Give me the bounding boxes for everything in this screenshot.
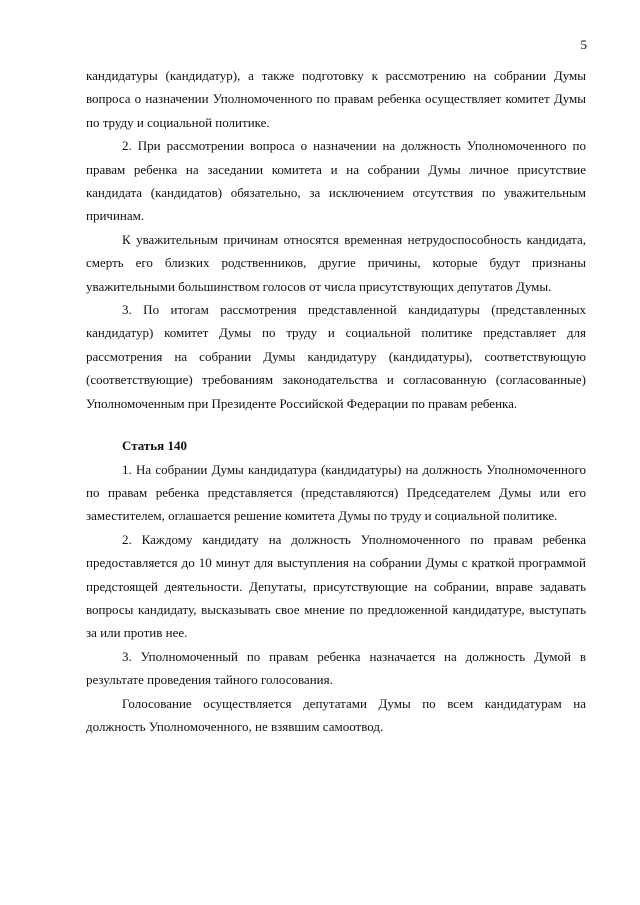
document-body [86,64,586,738]
paragraph-clause-3: 3. По итогам рассмотрения представленной кандидатуры (представленных кандидатур) комитет Думы по труду и социальной политике представляет для рассмотрения на собрании Думы кандидатуру (кандидатуры), соответствующую (соответствующие) требованиям законодательства и согласованную (согласованные) Уполномоченным при Президенте Российской Федерации по правам ребенка. [86,302,586,411]
page-number: 5 [580,37,587,52]
article-paragraph-voting: Голосование осуществляется депутатами Думы по всем кандидатурам на должность Уполномоченного, не взявшим самоотвод. [86,695,586,734]
article-paragraph-1: 1. На собрании Думы кандидатура (кандидатуры) на должность Уполномоченного по правам ребенка представляется (представляются) Председателем Думы или его заместителем, оглашается решение комитета Думы по труду и социальной политике. [86,461,586,524]
article-heading: Статья 140 [122,438,187,454]
paragraph-continuation: кандидатуры (кандидатур), а также подготовку к рассмотрению на собрании Думы вопроса о назначении Уполномоченного по правам ребенка осуществляет комитет Думы по труду и социальной политике. [86,68,586,130]
article-paragraph-3: 3. Уполномоченный по правам ребенка назначается на должность Думой в результате проведения тайного голосования. [86,648,586,688]
paragraph-clause-2: 2. При рассмотрении вопроса о назначении на должность Уполномоченного по правам ребенка на заседании комитета и на собрании Думы личное присутствие кандидата (кандидатов) обязательно, за исключением отсутствия по уважительным причинам. [86,138,586,224]
paragraph-valid-reasons: К уважительным причинам относятся временная нетрудоспособность кандидата, смерть его близких родственников, другие причины, которые будут признаны уважительными большинством голосов от числа присутствующих депутатов Думы. [86,231,586,294]
article-paragraph-2: 2. Каждому кандидату на должность Уполномоченного по правам ребенка предоставляется до 10 минут для выступления на собрании Думы с краткой программой предстоящей деятельности. Депутаты, присутствующие на собрании, вправе задавать вопросы кандидату, высказывать свое мнение по предложенной кандидатуре, выступать за или против нее. [86,531,586,641]
